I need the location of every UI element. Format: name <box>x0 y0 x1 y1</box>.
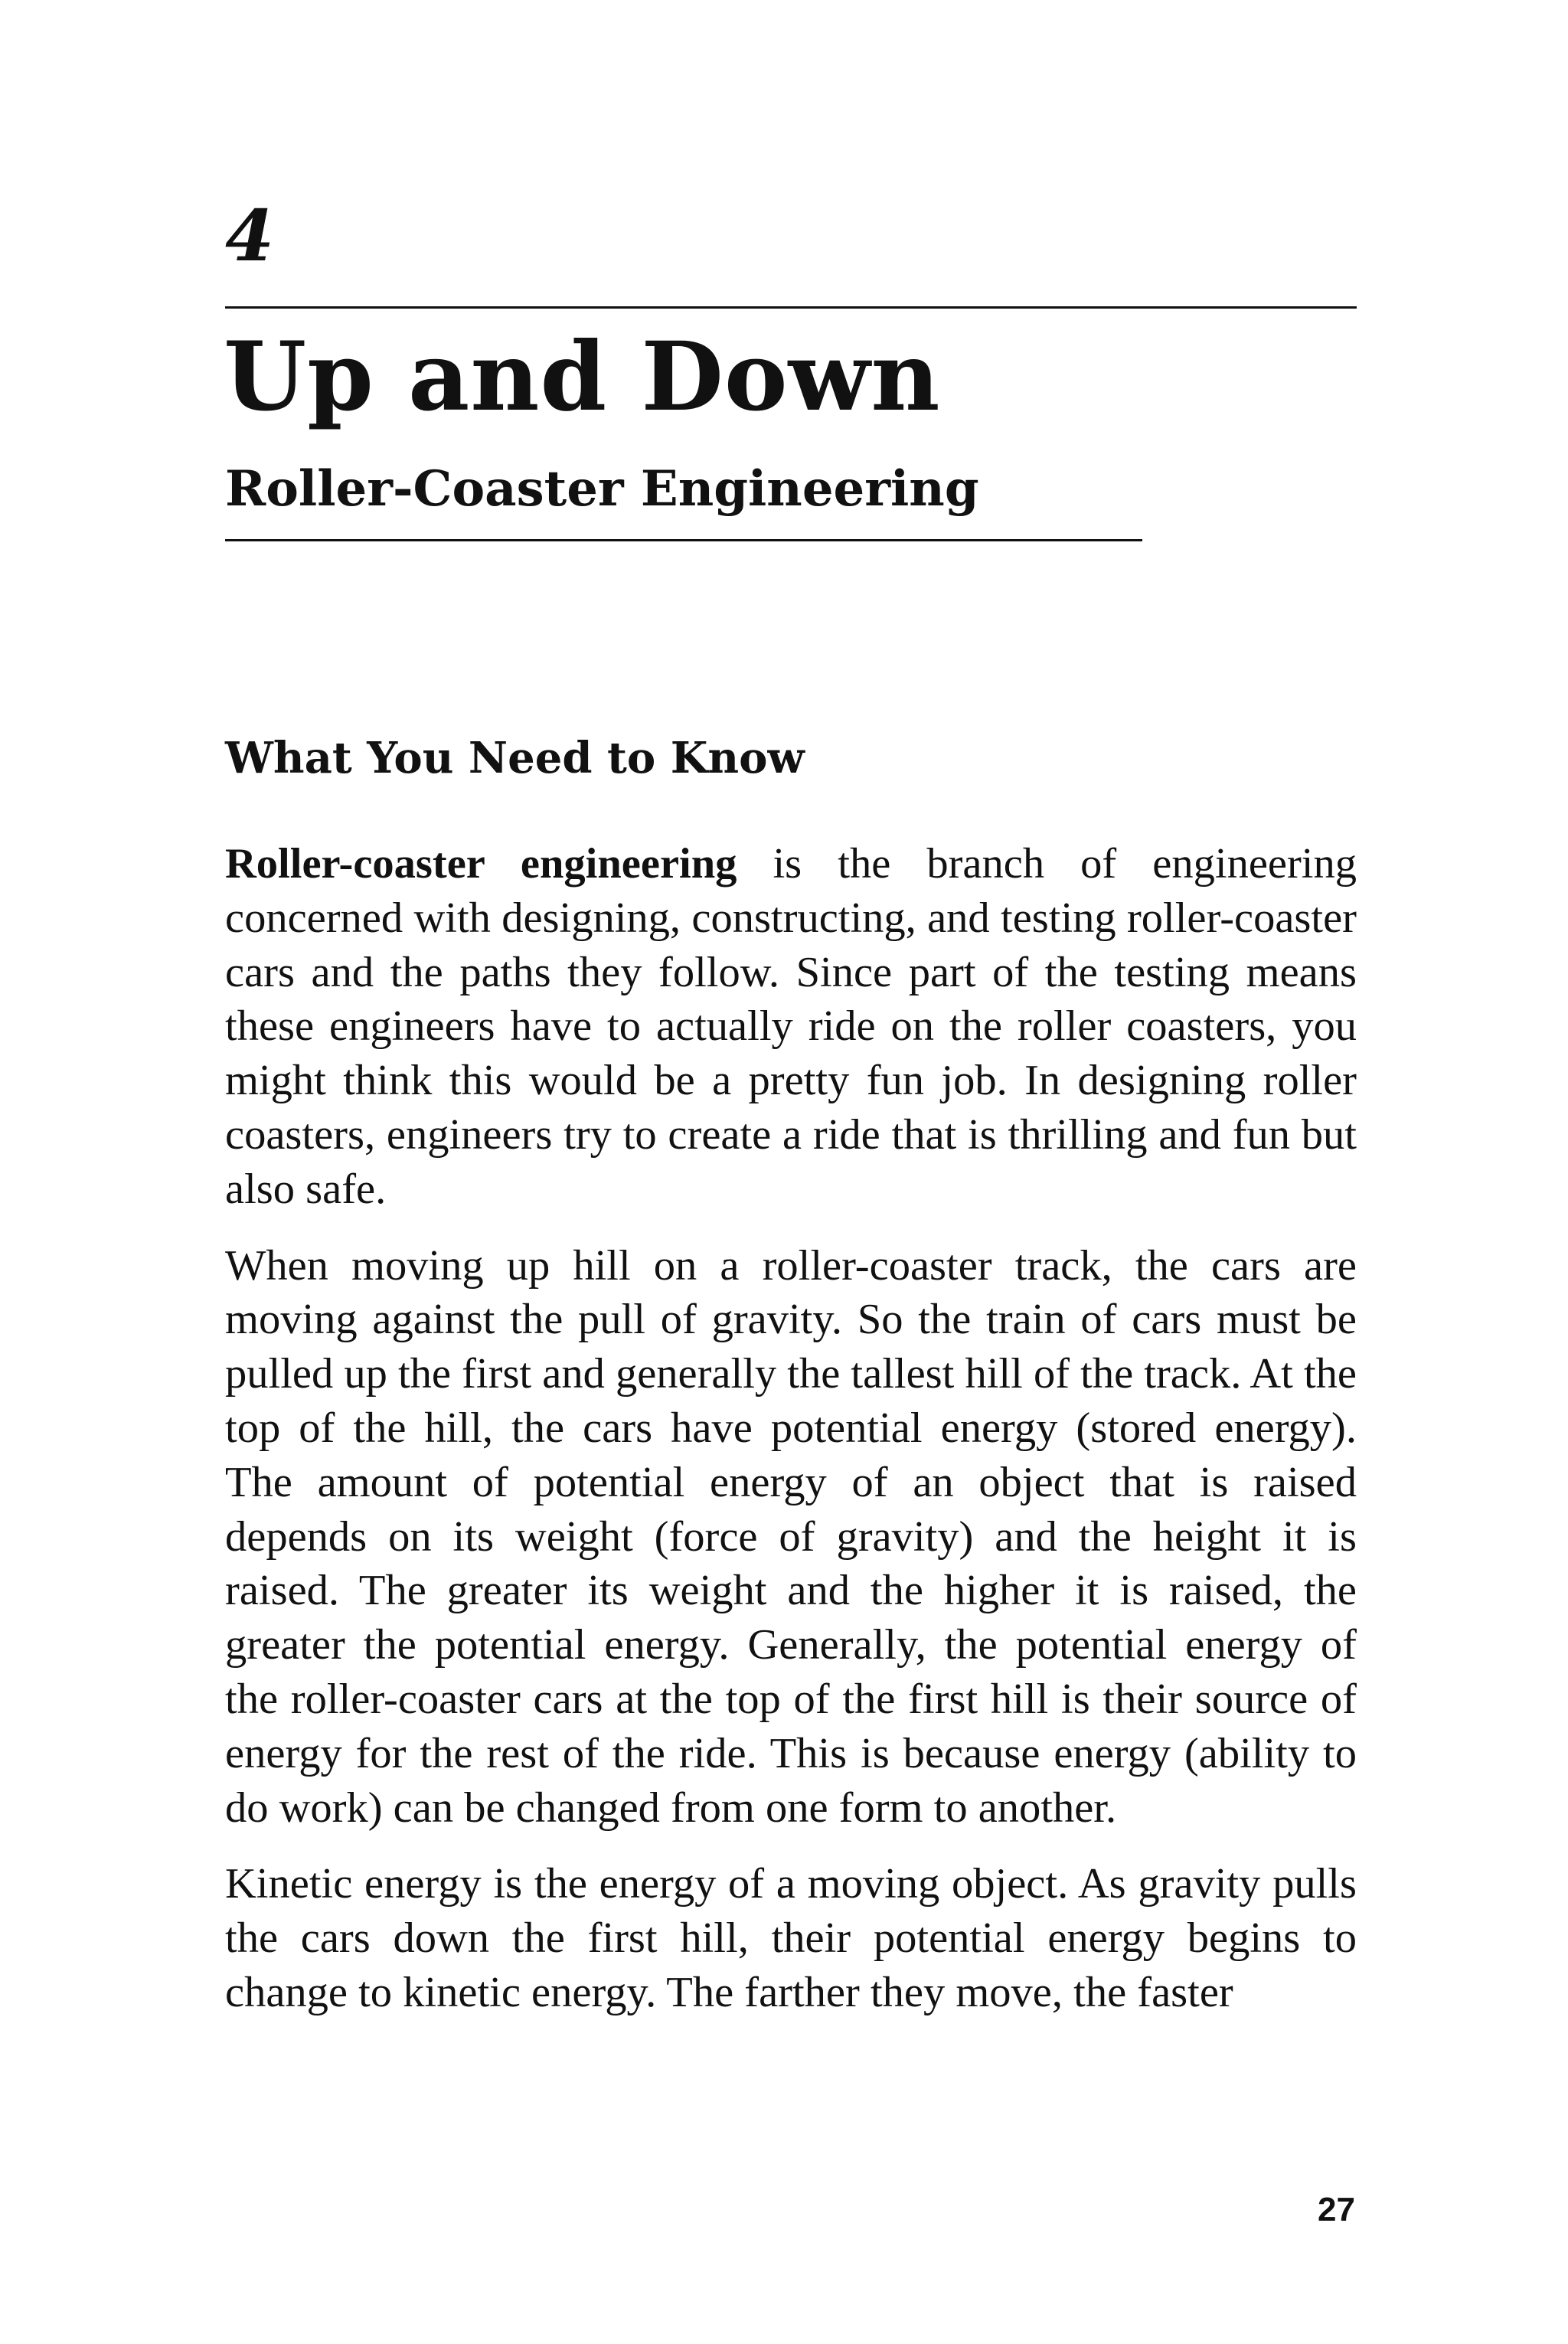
chapter-divider <box>225 306 1357 309</box>
paragraph-2: When moving up hill on a roller-coaster track, the cars are moving against the pull of gravity. So the train of cars must be pulled up the first and generally the tallest hill of the track. At the top of the hill, the cars have potential energy (stored energy). The amount of potential energy of an object that is raised depends on its weight (force of gravity) and the height it is raised. The greater its weight and the higher it is raised, the greater the potential energy. Generally, the potential energy of the roller-coaster cars at the top of the first hill is their source of energy for the rest of the ride. This is because energy (ability to do work) can be changed from one form to another. <box>225 1241 1357 1832</box>
body-text <box>225 837 1357 2020</box>
paragraph-1 <box>225 837 1357 1217</box>
chapter-title: Up and Down <box>224 322 941 433</box>
paragraph-1-text: is the branch of engineering concerned with designing, constructing, and testing roller-coaster cars and the paths they follow. Since part of the testing means these engineers have to actually ride on the roller coasters, you might think this would be a pretty fun job. In designing roller coasters, engineers try to create a ride that is thrilling and fun but also safe. <box>225 840 1357 1213</box>
chapter-number: 4 <box>225 195 275 277</box>
page-number: 27 <box>1318 2191 1355 2228</box>
chapter-subtitle: Roller-Coaster Engineering <box>225 460 979 518</box>
subtitle-underline <box>225 539 1142 541</box>
paragraph-3: Kinetic energy is the energy of a moving object. As gravity pulls the cars down the first hill, their potential energy begins to change to kinetic energy. The farther they move, the faster <box>225 1860 1357 2016</box>
section-heading: What You Need to Know <box>225 733 805 783</box>
term-roller-coaster-engineering: Roller-coaster engineering <box>225 840 737 888</box>
